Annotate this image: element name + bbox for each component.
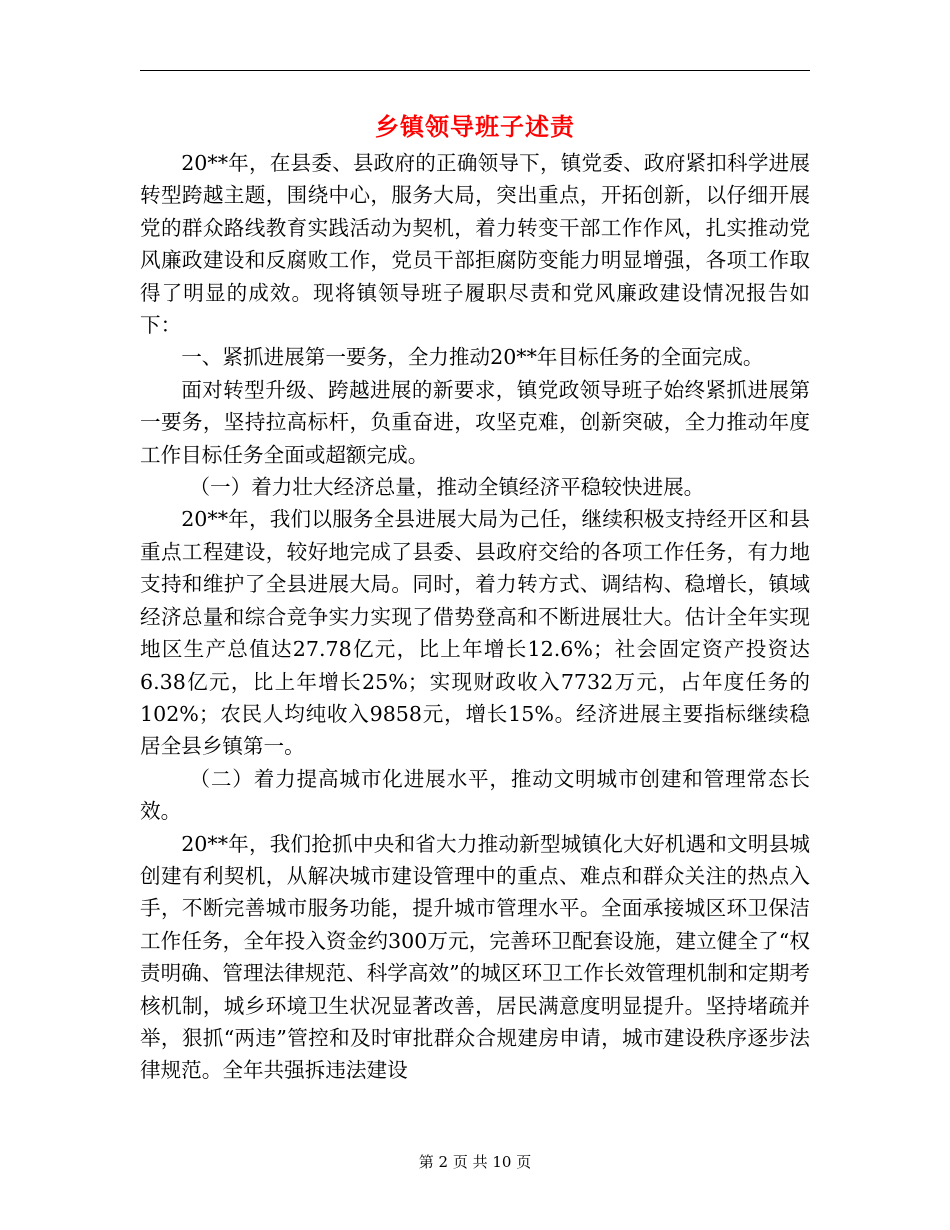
document-title: 乡镇领导班子述责 xyxy=(375,112,575,141)
header-rule xyxy=(140,70,810,71)
body-paragraph: 面对转型升级、跨越进展的新要求，镇党政领导班子始终紧抓进展第一要务，坚持拉高标杆，负重奋进，攻坚克难，创新突破，全力推动年度工作目标任务全面或超额完成。 xyxy=(140,377,810,467)
body-paragraph: 20**年，我们抢抓中央和省大力推动新型城镇化大好机遇和文明县城创建有利契机，从解决城市建设管理中的重点、难点和群众关注的热点入手，不断完善城市服务功能，提升城市管理水平。全面承接城区环卫保洁工作任务，全年投入资金约300万元，完善环卫配套设施，建立健全了“权责明确、管理法律规范、科学高效”的城区环卫工作长效管理机制和定期考核机制，城乡环境卫生状况显著改善，居民满意度明显提升。坚持堵疏并举，狠抓“两违”管控和及时审批群众合规建房申请，城市建设秩序逐步法律规范。全年共强拆违法建设 xyxy=(140,831,810,1083)
document-body xyxy=(140,147,810,1087)
subsection-heading-1: （一）着力壮大经济总量，推动全镇经济平稳较快进展。 xyxy=(189,475,705,500)
intro-paragraph: 20**年，在县委、县政府的正确领导下，镇党委、政府紧扣科学进展转型跨越主题，围绕中心，服务大局，突出重点，开拓创新，以仔细开展党的群众路线教育实践活动为契机，着力转变干部工作作风，扎实推动党风廉政建设和反腐败工作，党员干部拒腐防变能力明显增强，各项工作取得了明显的成效。现将镇领导班子履职尽责和党风廉政建设情况报告如下： xyxy=(140,151,810,338)
page-number-footer: 第 2 页 共 10 页 xyxy=(418,1153,532,1171)
subsection-heading-2: （二）着力提高城市化进展水平，推动文明城市创建和管理常态长效。 xyxy=(140,766,810,824)
section-heading-1: 一、紧抓进展第一要务，全力推动20**年目标任务的全面完成。 xyxy=(181,345,764,370)
body-paragraph: 20**年，我们以服务全县进展大局为己任，继续积极支持经开区和县重点工程建设，较好地完成了县委、县政府交给的各项工作任务，有力地支持和维护了全县进展大局。同时，着力转方式、调结构、稳增长，镇域经济总量和综合竞争实力实现了借势登高和不断进展壮大。估计全年实现地区生产总值达27.78亿元，比上年增长12.6%；社会固定资产投资达6.38亿元，比上年增长25%；实现财政收入7732万元，占年度任务的102%；农民人均纯收入9858元，增长15%。经济进展主要指标继续稳居全县乡镇第一。 xyxy=(140,507,810,759)
